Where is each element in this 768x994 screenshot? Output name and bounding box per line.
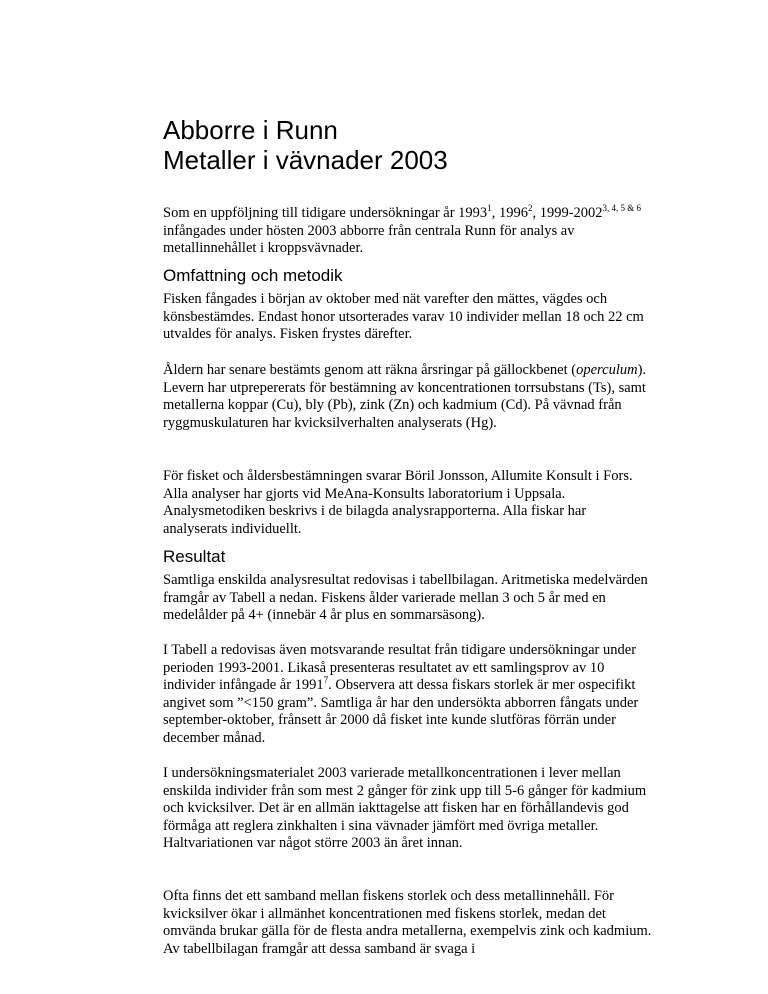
document-title <box>163 115 448 175</box>
method-paragraph-1: Fisken fångades i början av oktober med nät varefter den mättes, vägdes och könsbestämdes. Endast honor utsorterades varav 10 individer mellan 18 och 22 cm utvaldes för analys. Fisken frystes därefter. <box>163 291 644 343</box>
results-paragraph-2: I Tabell a redovisas även motsvarande resultat från tidigare undersökningar under perioden 1993-2001. Likaså presenteras resultatet av ett samlingsprov av 10 individer infångade år 1991$^7$. Observera att dessa fiskars storlek är mer ospecifikt angivet som ”<150 gram”. Samtliga år har den undersökta abborren fångats under september-oktober, frånsett år 2000 då fisket inte kunde slutföras förrän under december månad. <box>163 642 639 746</box>
footnote-ref: 3, 4, 5 & 6 <box>602 203 642 214</box>
method-paragraph-3: För fisket och åldersbestämningen svarar Böril Jonsson, Allumite Konsult i Fors. Alla analyser har gjorts vid MeAna-Konsults laboratorium i Uppsala. Analysmetodiken beskrivs i de bilagda analysrapporterna. Alla fiskar har analyserats individuellt. <box>163 468 633 537</box>
section-heading-results: Resultat <box>163 547 226 566</box>
footnote-ref: 1 <box>487 203 492 214</box>
footnote-ref: 2 <box>527 203 533 214</box>
title-line-1: Abborre i Runn <box>163 115 338 145</box>
title-line-2: Metaller i vävnader 2003 <box>163 145 448 175</box>
section-heading-method: Omfattning och metodik <box>163 266 343 285</box>
results-paragraph-4: Ofta finns det ett samband mellan fiskens storlek och dess metallinnehåll. För kvicksilver ökar i allmänhet koncentrationen med fiskens storlek, medan det omvända brukar gälla för de flesta andra metallerna, exempelvis zink och kadmium. Av tabellbilagan framgår att dessa samband är svaga i <box>163 888 652 957</box>
method-paragraph-2: Åldern har senare bestämts genom att räkna årsringar på gällockbenet (operculum). Levern har utprepererats för bestämning av koncentrationen torrsubstans (Ts), samt metallerna koppar (Cu), bly (Pb), zink (Zn) och kadmium (Cd). På vävnad från ryggmuskulaturen har kvicksilverhalten analyserats (Hg). <box>163 362 647 431</box>
intro-paragraph: Som en uppföljning till tidigare undersökningar år 1993$^1$, 1996$^2$, $1999-2002^{3, 4, 5 \& 6}$ infångades under hösten 2003 abborre från centrala Runn för analys av metallinnehållet i kroppsvävnader. <box>163 203 642 257</box>
results-paragraph-3: I undersökningsmaterialet 2003 varierade metallkoncentrationen i lever mellan enskilda individer från som mest 2 gånger för zink upp till 5-6 gånger för kadmium och kvicksilver. Det är en allmän iakttagelse att fisken har en förhållandevis god förmåga att reglera zinkhalten i sina vävnader jämfört med övriga metaller. Haltvariationen var något större 2003 än året innan. <box>163 765 647 852</box>
results-paragraph-1: Samtliga enskilda analysresultat redovisas i tabellbilagan. Aritmetiska medelvärden framgår av Tabell a nedan. Fiskens ålder varierade mellan 3 och 5 år med en medelålder på 4+ (innebär 4 år plus en sommarsäsong). <box>163 572 648 624</box>
footnote-ref: 7 <box>323 675 329 686</box>
